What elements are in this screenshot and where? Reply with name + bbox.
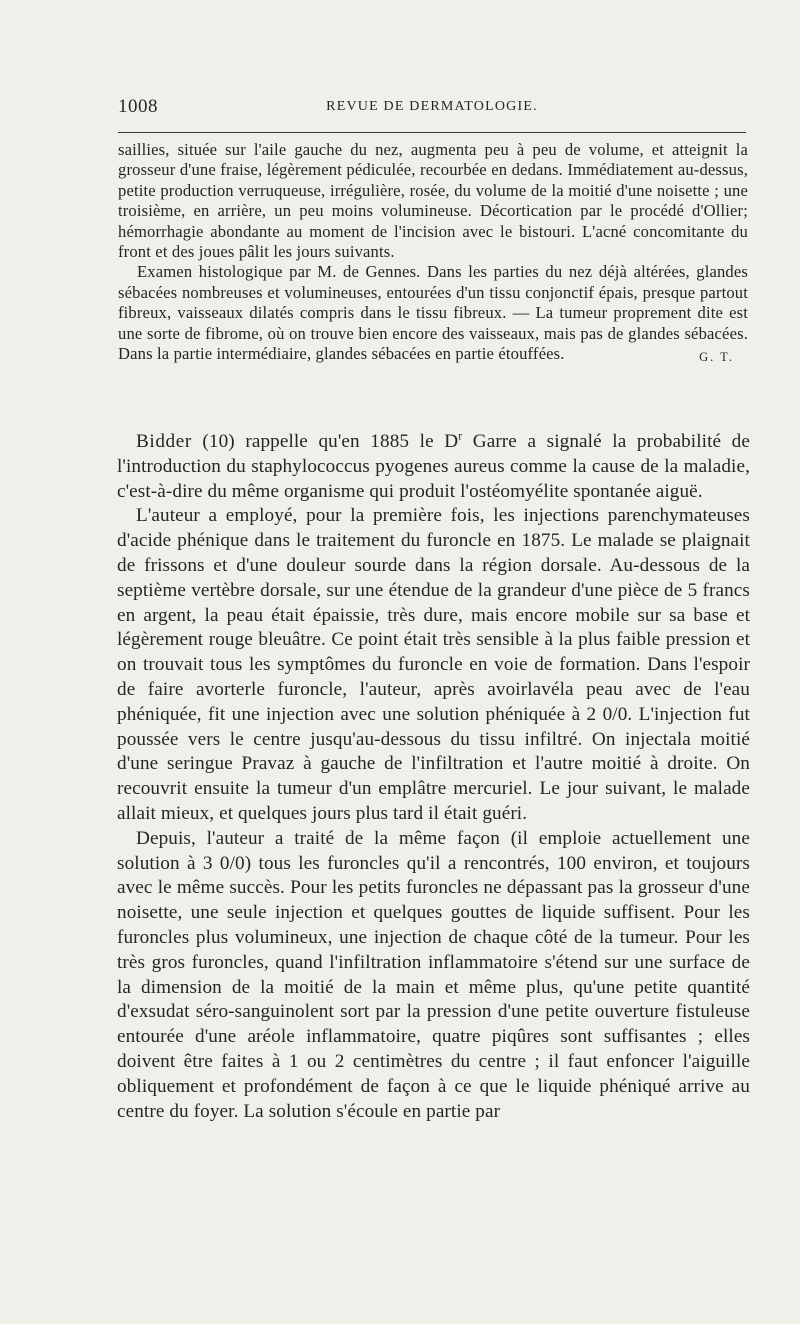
histology-text: Examen histologique par M. de Gennes. Dans les parties du nez déjà altérées, glandes sébacées nombreuses et volumineuses, entourées d'un tissu conjonctif épais, presque partout fibreux, vaisseaux dilatés compris dans le tissu fibreux. — La tumeur proprement dite est une sorte de fibrome, où on trouve bien encore des vaisseaux, mais pas de glandes sébacées. Dans la partie intermédiaire, glandes sébacées en partie étouffées.: [118, 262, 748, 364]
paragraph-bidder-text: Garre a signalé la probabilité de l'introduction du staphylococcus pyogenes aureus comme la cause de la maladie, c'est-à-dire du même organisme qui produit l'ostéomyélite spontanée aiguë.: [117, 431, 750, 502]
author-name: Bidder: [136, 431, 192, 452]
header-rule: [118, 132, 746, 133]
running-title: REVUE DE DERMATOLOGIE.: [326, 99, 538, 114]
main-text-section: [117, 430, 750, 1124]
doctor-superscript: r: [458, 430, 463, 443]
author-initials: G. T.: [699, 350, 734, 365]
page-number: 1008: [118, 96, 158, 117]
small-paragraph-continued: saillies, située sur l'aile gauche du nez, augmenta peu à peu de volume, et atteignit la grosseur d'une fraise, légèrement pédiculée, recourbée en dedans. Immédiatement au-dessus, petite production verruqueuse, irrégulière, rosée, du volume de la moitié d'une noisette ; une troisième, en arrière, un peu moins volumineuse. Décortication par le procédé d'Ollier; hémorrhagie abondante au moment de l'incision avec le bistouri. L'acné concomitante du front et des joues pâlit les jours suivants.: [118, 140, 748, 262]
page-header: [118, 96, 746, 124]
paragraph-bidder: [117, 430, 750, 504]
small-paragraph-histology: [118, 262, 748, 364]
small-print-section: [118, 140, 748, 367]
paragraph-bidder-ref: (10) rappelle qu'en 1885 le D: [191, 431, 459, 452]
paragraph-case-report: L'auteur a employé, pour la première fois, les injections parenchymateuses d'acide phénique dans le traitement du furoncle en 1875. Le malade se plaignait de frissons et d'une douleur sourde dans la région dorsale. Au-dessous de la septième vertèbre dorsale, sur une étendue de la grandeur d'une pièce de 5 francs en argent, la peau était épaissie, très dure, mais encore mobile sur sa base et légèrement rouge bleuâtre. Ce point était très sensible à la plus faible pression et on trouvait tous les symptômes du furoncle en voie de formation. Dans l'espoir de faire avorterle furoncle, l'auteur, après avoirlavéla peau avec de l'eau phéniquée, fit une injection avec une solution phéniquée à 2 0/0. L'injection fut poussée vers le centre jusqu'au-dessous du tissu infiltré. On injectala moitié d'une seringue Pravaz à gauche de l'infiltration et l'autre moitié à droite. On recouvrit ensuite la tumeur d'un emplâtre mercuriel. Le jour suivant, le malade allait mieux, et quelques jours plus tard il était guéri.: [117, 505, 750, 824]
paragraph-method: Depuis, l'auteur a traité de la même façon (il emploie actuellement une solution à 3 0/0) tous les furoncles qu'il a rencontrés, 100 environ, et toujours avec le même succès. Pour les petits furoncles ne dépassant pas la grosseur d'une noisette, une seule injection et quelques gouttes de liquide suffisent. Pour les furoncles plus volumineux, une injection de chaque côté de la tumeur. Pour les très gros furoncles, quand l'infiltration inflammatoire s'étend sur une surface de la dimension de la moitié de la main et même plus, qu'une petite quantité d'exsudat séro-sanguinolent sort par la pression d'une petite ouverture fistuleuse entourée d'une aréole inflammatoire, quatre piqûres sont suffisantes ; elles doivent être faites à 1 ou 2 centimètres du centre ; il faut enfoncer l'aiguille obliquement et profondément de façon à ce que le liquide phéniqué arrive au centre du foyer. La solution s'écoule en partie par: [117, 827, 750, 1122]
